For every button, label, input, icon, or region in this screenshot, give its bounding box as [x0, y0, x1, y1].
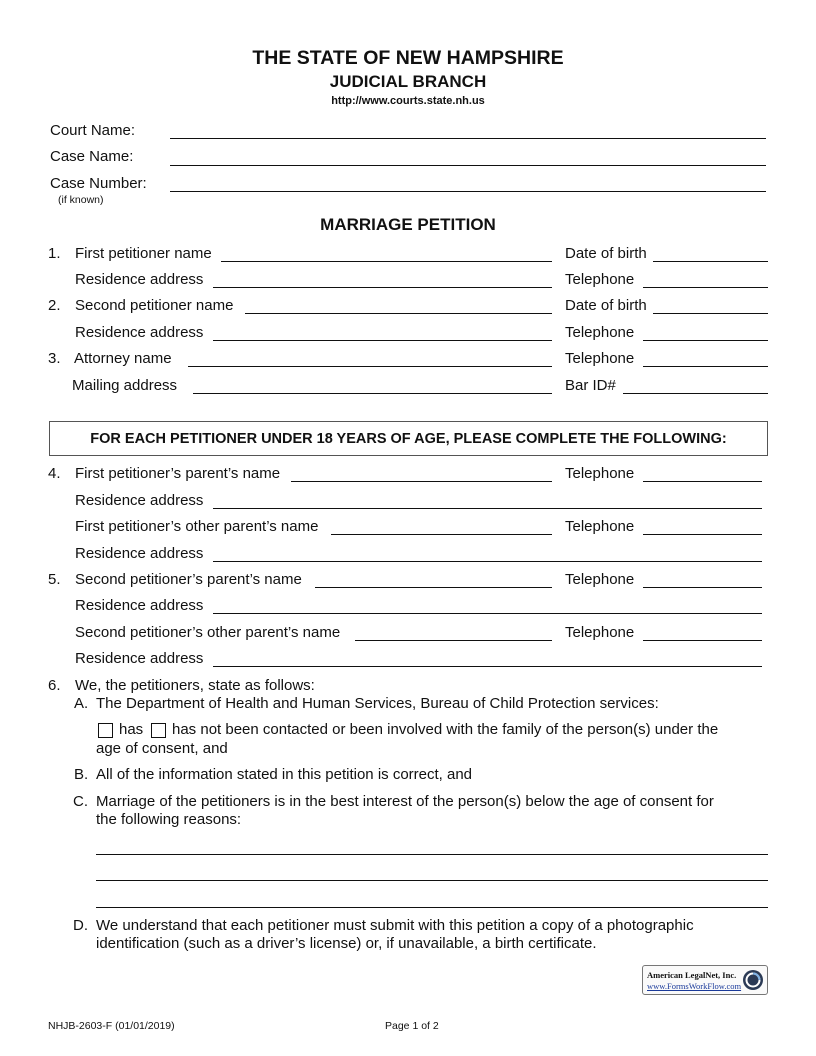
telephone-field-4[interactable]	[643, 481, 762, 482]
residence-label-4b: Residence address	[75, 545, 204, 562]
residence-field-2[interactable]	[213, 340, 552, 341]
residence-field-4b[interactable]	[213, 561, 762, 562]
residence-field-1[interactable]	[213, 287, 552, 288]
logo-website[interactable]: www.FormsWorkFlow.com	[647, 981, 742, 991]
first-petitioner-label: First petitioner name	[75, 245, 212, 262]
telephone-field-1[interactable]	[643, 287, 768, 288]
statement-b-text: All of the information stated in this petition is correct, and	[96, 766, 473, 783]
second-petitioner-label: Second petitioner name	[75, 297, 234, 314]
residence-label-4: Residence address	[75, 492, 204, 509]
form-title: MARRIAGE PETITION	[320, 215, 496, 234]
residence-field-4[interactable]	[213, 508, 762, 509]
legalnet-logo[interactable]	[642, 965, 768, 995]
telephone-field-3[interactable]	[643, 366, 768, 367]
attorney-name-field[interactable]	[188, 366, 552, 367]
item-number-6: 6.	[48, 677, 61, 694]
first-other-parent-label: First petitioner’s other parent’s name	[75, 518, 319, 535]
residence-label-1: Residence address	[75, 271, 204, 288]
telephone-label-4: Telephone	[565, 465, 635, 482]
mailing-address-label: Mailing address	[72, 377, 178, 394]
statement-c-text-1: Marriage of the petitioners is in the best interest of the person(s) below the age of consent for	[96, 793, 714, 810]
first-other-parent-name-field[interactable]	[331, 534, 552, 535]
telephone-label-1: Telephone	[565, 271, 635, 288]
case-number-field[interactable]	[170, 191, 766, 192]
telephone-label-5b: Telephone	[565, 624, 635, 641]
statement-d-letter: D.	[73, 917, 88, 934]
telephone-label-2: Telephone	[565, 324, 635, 341]
statement-c-text-2: the following reasons:	[96, 811, 242, 828]
court-name-label: Court Name:	[50, 122, 136, 139]
residence-field-5[interactable]	[213, 613, 762, 614]
residence-label-5: Residence address	[75, 597, 204, 614]
under18-notice-text: FOR EACH PETITIONER UNDER 18 YEARS OF AGE, PLEASE COMPLETE THE FOLLOWING:	[90, 431, 727, 447]
state-title: THE STATE OF NEW HAMPSHIRE	[252, 47, 564, 69]
first-parent-name-field[interactable]	[291, 481, 552, 482]
bar-id-label: Bar ID#	[565, 377, 616, 394]
dob-field-1[interactable]	[653, 261, 768, 262]
telephone-label-3: Telephone	[565, 350, 635, 367]
court-name-field[interactable]	[170, 138, 766, 139]
statement-b-letter: B.	[74, 766, 89, 783]
telephone-field-5b[interactable]	[643, 640, 762, 641]
item-number-2: 2.	[48, 297, 61, 314]
reasons-line-1[interactable]	[96, 854, 768, 855]
statement-a-letter: A.	[74, 695, 89, 712]
first-parent-label: First petitioner’s parent’s name	[75, 465, 281, 482]
dob-field-2[interactable]	[653, 313, 768, 314]
court-url: http://www.courts.state.nh.us	[331, 95, 485, 107]
page-number: Page 1 of 2	[385, 1020, 439, 1032]
dob-label-1: Date of birth	[565, 245, 647, 262]
telephone-field-2[interactable]	[643, 340, 768, 341]
mailing-address-field[interactable]	[193, 393, 552, 394]
telephone-label-4b: Telephone	[565, 518, 635, 535]
under18-notice-box	[49, 421, 768, 456]
form-id: NHJB-2603-F (01/01/2019)	[48, 1020, 175, 1032]
telephone-field-5[interactable]	[643, 587, 762, 588]
statement-a-text: The Department of Health and Human Services, Bureau of Child Protection services:	[96, 695, 659, 712]
if-known-note: (if known)	[58, 194, 104, 206]
second-other-parent-name-field[interactable]	[355, 640, 552, 641]
second-other-parent-label: Second petitioner’s other parent’s name	[75, 624, 341, 641]
statements-intro: We, the petitioners, state as follows:	[75, 677, 315, 694]
item-number-5: 5.	[48, 571, 61, 588]
branch-title: JUDICIAL BRANCH	[329, 72, 487, 91]
second-petitioner-name-field[interactable]	[245, 313, 552, 314]
globe-icon	[742, 969, 764, 991]
item-number-1: 1.	[48, 245, 61, 262]
has-checkbox[interactable]	[98, 723, 113, 738]
second-parent-name-field[interactable]	[315, 587, 552, 588]
item-number-4: 4.	[48, 465, 61, 482]
statement-c-letter: C.	[73, 793, 88, 810]
telephone-field-4b[interactable]	[643, 534, 762, 535]
has-not-checkbox[interactable]	[151, 723, 166, 738]
statement-d-text-1: We understand that each petitioner must submit with this petition a copy of a photographic	[96, 917, 694, 934]
first-petitioner-name-field[interactable]	[221, 261, 552, 262]
logo-company-name: American LegalNet, Inc.	[647, 970, 737, 980]
second-parent-label: Second petitioner’s parent’s name	[75, 571, 302, 588]
age-of-consent-text: age of consent, and	[96, 740, 228, 757]
statement-d-text-2: identification (such as a driver’s license) or, if unavailable, a birth certificate.	[96, 935, 597, 952]
telephone-label-5: Telephone	[565, 571, 635, 588]
residence-label-2: Residence address	[75, 324, 204, 341]
reasons-line-2[interactable]	[96, 880, 768, 881]
reasons-line-3[interactable]	[96, 907, 768, 908]
case-name-field[interactable]	[170, 165, 766, 166]
item-number-3: 3.	[48, 350, 61, 367]
case-name-label: Case Name:	[50, 148, 134, 165]
attorney-name-label: Attorney name	[74, 350, 172, 367]
case-number-label: Case Number:	[50, 175, 147, 192]
residence-field-5b[interactable]	[213, 666, 762, 667]
dob-label-2: Date of birth	[565, 297, 647, 314]
bar-id-field[interactable]	[623, 393, 768, 394]
has-not-text: has not been contacted or been involved with the family of the person(s) under the	[172, 721, 719, 738]
residence-label-5b: Residence address	[75, 650, 204, 667]
has-label: has	[119, 721, 144, 738]
